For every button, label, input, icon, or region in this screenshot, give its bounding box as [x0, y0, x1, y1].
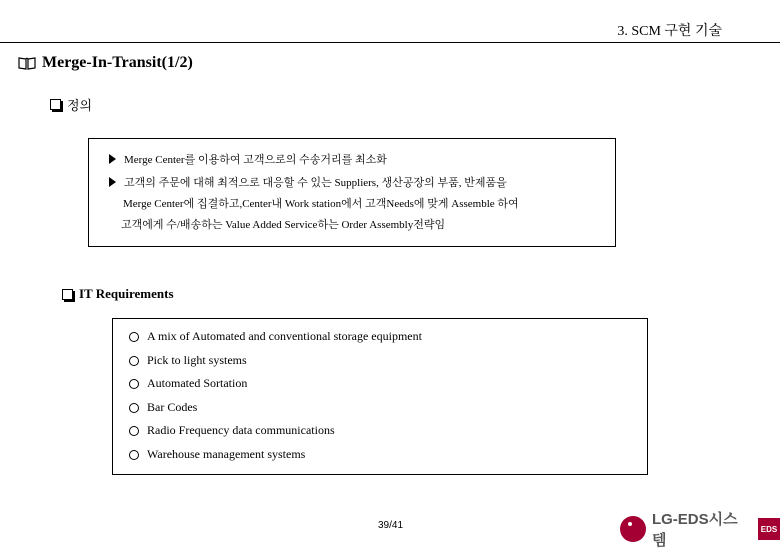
- definition-heading-text: 정의: [67, 98, 93, 113]
- slide-title: [18, 54, 193, 72]
- circle-bullet-icon: [129, 379, 139, 389]
- circle-bullet-icon: [129, 332, 139, 342]
- definition-line: Merge Center에 집결하고,Center내 Work station에서 고객Needs에 맞게 Assemble 하여: [123, 198, 519, 210]
- section-label: 3. SCM 구현 기술: [617, 24, 722, 39]
- list-item: Bar Codes: [129, 400, 197, 415]
- logo-text: LG-EDS시스템: [651, 511, 738, 549]
- definition-line: 고객에게 수/배송하는 Value Added Service하는 Order Assembly전략임: [121, 219, 446, 231]
- lg-logo-icon: [620, 516, 646, 542]
- requirements-heading-text: IT Requirements: [79, 286, 174, 301]
- checkbox-icon: [62, 289, 73, 300]
- circle-bullet-icon: [129, 356, 139, 366]
- circle-bullet-icon: [129, 426, 139, 436]
- arrow-bullet-icon: [109, 154, 116, 164]
- definition-heading: [50, 95, 92, 114]
- list-item: A mix of Automated and conventional storage equipment: [129, 329, 422, 344]
- definition-line: Merge Center를 이용하여 고객으로의 수송거리를 최소화: [109, 151, 387, 167]
- book-icon: [18, 56, 36, 70]
- circle-bullet-icon: [129, 403, 139, 413]
- requirements-heading: [62, 286, 174, 302]
- page-number: 39/41: [378, 520, 404, 531]
- header-divider: [0, 42, 780, 43]
- company-logo: [620, 508, 780, 550]
- definition-box: [88, 138, 616, 247]
- definition-line: 고객의 주문에 대해 최적으로 대응할 수 있는 Suppliers, 생산공장의 부품, 반제품을: [109, 174, 507, 190]
- circle-bullet-icon: [129, 450, 139, 460]
- eds-badge: EDS: [758, 518, 780, 540]
- list-item: Warehouse management systems: [129, 447, 305, 462]
- list-item: Automated Sortation: [129, 376, 247, 391]
- arrow-bullet-icon: [109, 177, 116, 187]
- title-text: Merge-In-Transit(1/2): [42, 54, 193, 71]
- list-item: Radio Frequency data communications: [129, 423, 335, 438]
- checkbox-icon: [50, 99, 61, 110]
- requirements-box: [112, 318, 648, 475]
- list-item: Pick to light systems: [129, 353, 247, 368]
